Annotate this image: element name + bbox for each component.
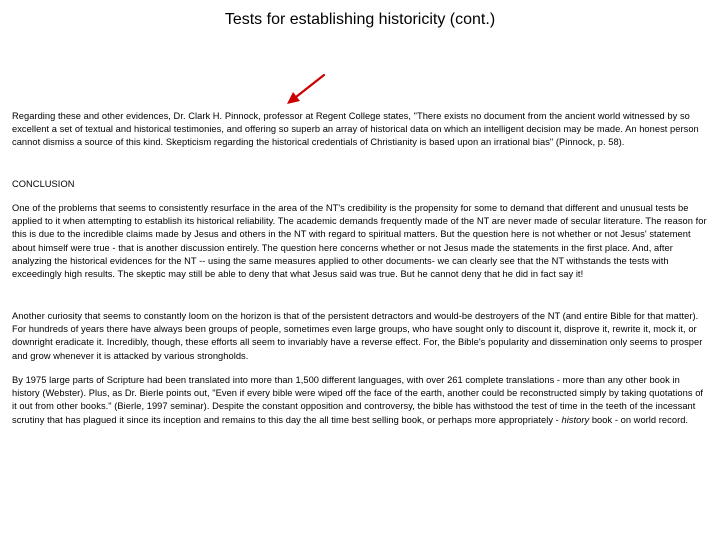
history-emphasis: history [561, 414, 590, 425]
translations-text-end: book - on world record. [589, 414, 689, 425]
slide-title: Tests for establishing historicity (cont.) [224, 11, 496, 28]
conclusion-heading: CONCLUSION [12, 179, 75, 189]
pinnock-quote-paragraph: Regarding these and other evidences, Dr. Clark H. Pinnock, professor at Regent College states, "There exists no document from the ancient world witnessed by so excellent a set of textual and historical testimonies, and offering so superb an array of historical data on which an intelligent decision may be made. An honest person cannot dismiss a source of this kind. Skepticism regarding the historical credentials of Christianity is based upon an irrational bias" (Pinnock, p. 58). [12, 111, 699, 148]
translations-paragraph [12, 374, 710, 427]
detractors-paragraph: Another curiosity that seems to constantly loom on the horizon is that of the persistent detractors and would-be destroyers of the NT (and entire Bible for that matter). For hundreds of years there have always been groups of people, sometimes even large groups, who have sought only to discount it, disprove it, rewrite it, mock it, or downright eradicate it. Incredibly, though, these efforts all seem to invariably have a reverse effect. For, the Bible's popularity and dissemination only seems to prosper and grow whenever it is attacked by various strongholds. [12, 311, 703, 361]
translations-text-start: By 1975 large parts of Scripture had been translated into more than 1,500 different languages, with over 261 complete translations - more than any other book in history (Webster). Plus, as Dr. Bierle points out, "Even if every bible were wiped off the face of the earth, another could be reconstructed simply by taking quotations of it out from other books." (Bierle, 1997 seminar). Despite the constant opposition and controversy, the bible has withstood the test of time in the teeth of the incessant scrutiny that has plagued it since its inception and remains to this day the all time best selling book, or perhaps more appropriately - [12, 375, 704, 425]
red-arrow-icon [284, 72, 328, 106]
conclusion-paragraph: One of the problems that seems to consistently resurface in the area of the NT's credibility is the propensity for some to demand that different and unusual tests be applied to it when attempting to establish its historical reliability. The academic demands frequently made of the NT are never made of secular literature. The reason for this is due to the incredible claims made by Jesus and others in the NT with regard to spiritual matters. But the question here is not whether or not Jesus' statement about himself were true - that is another discussion entirely. The question here concerns whether or not Jesus made the statements in the first place. And, after analyzing the historical evidences for the NT -- using the same measures applied to other documents- we can clearly see that the NT withstands the tests with exceedingly high results. The skeptic may still be able to deny that what Jesus said was true. But he cannot deny that he did in fact say it! [12, 203, 707, 280]
